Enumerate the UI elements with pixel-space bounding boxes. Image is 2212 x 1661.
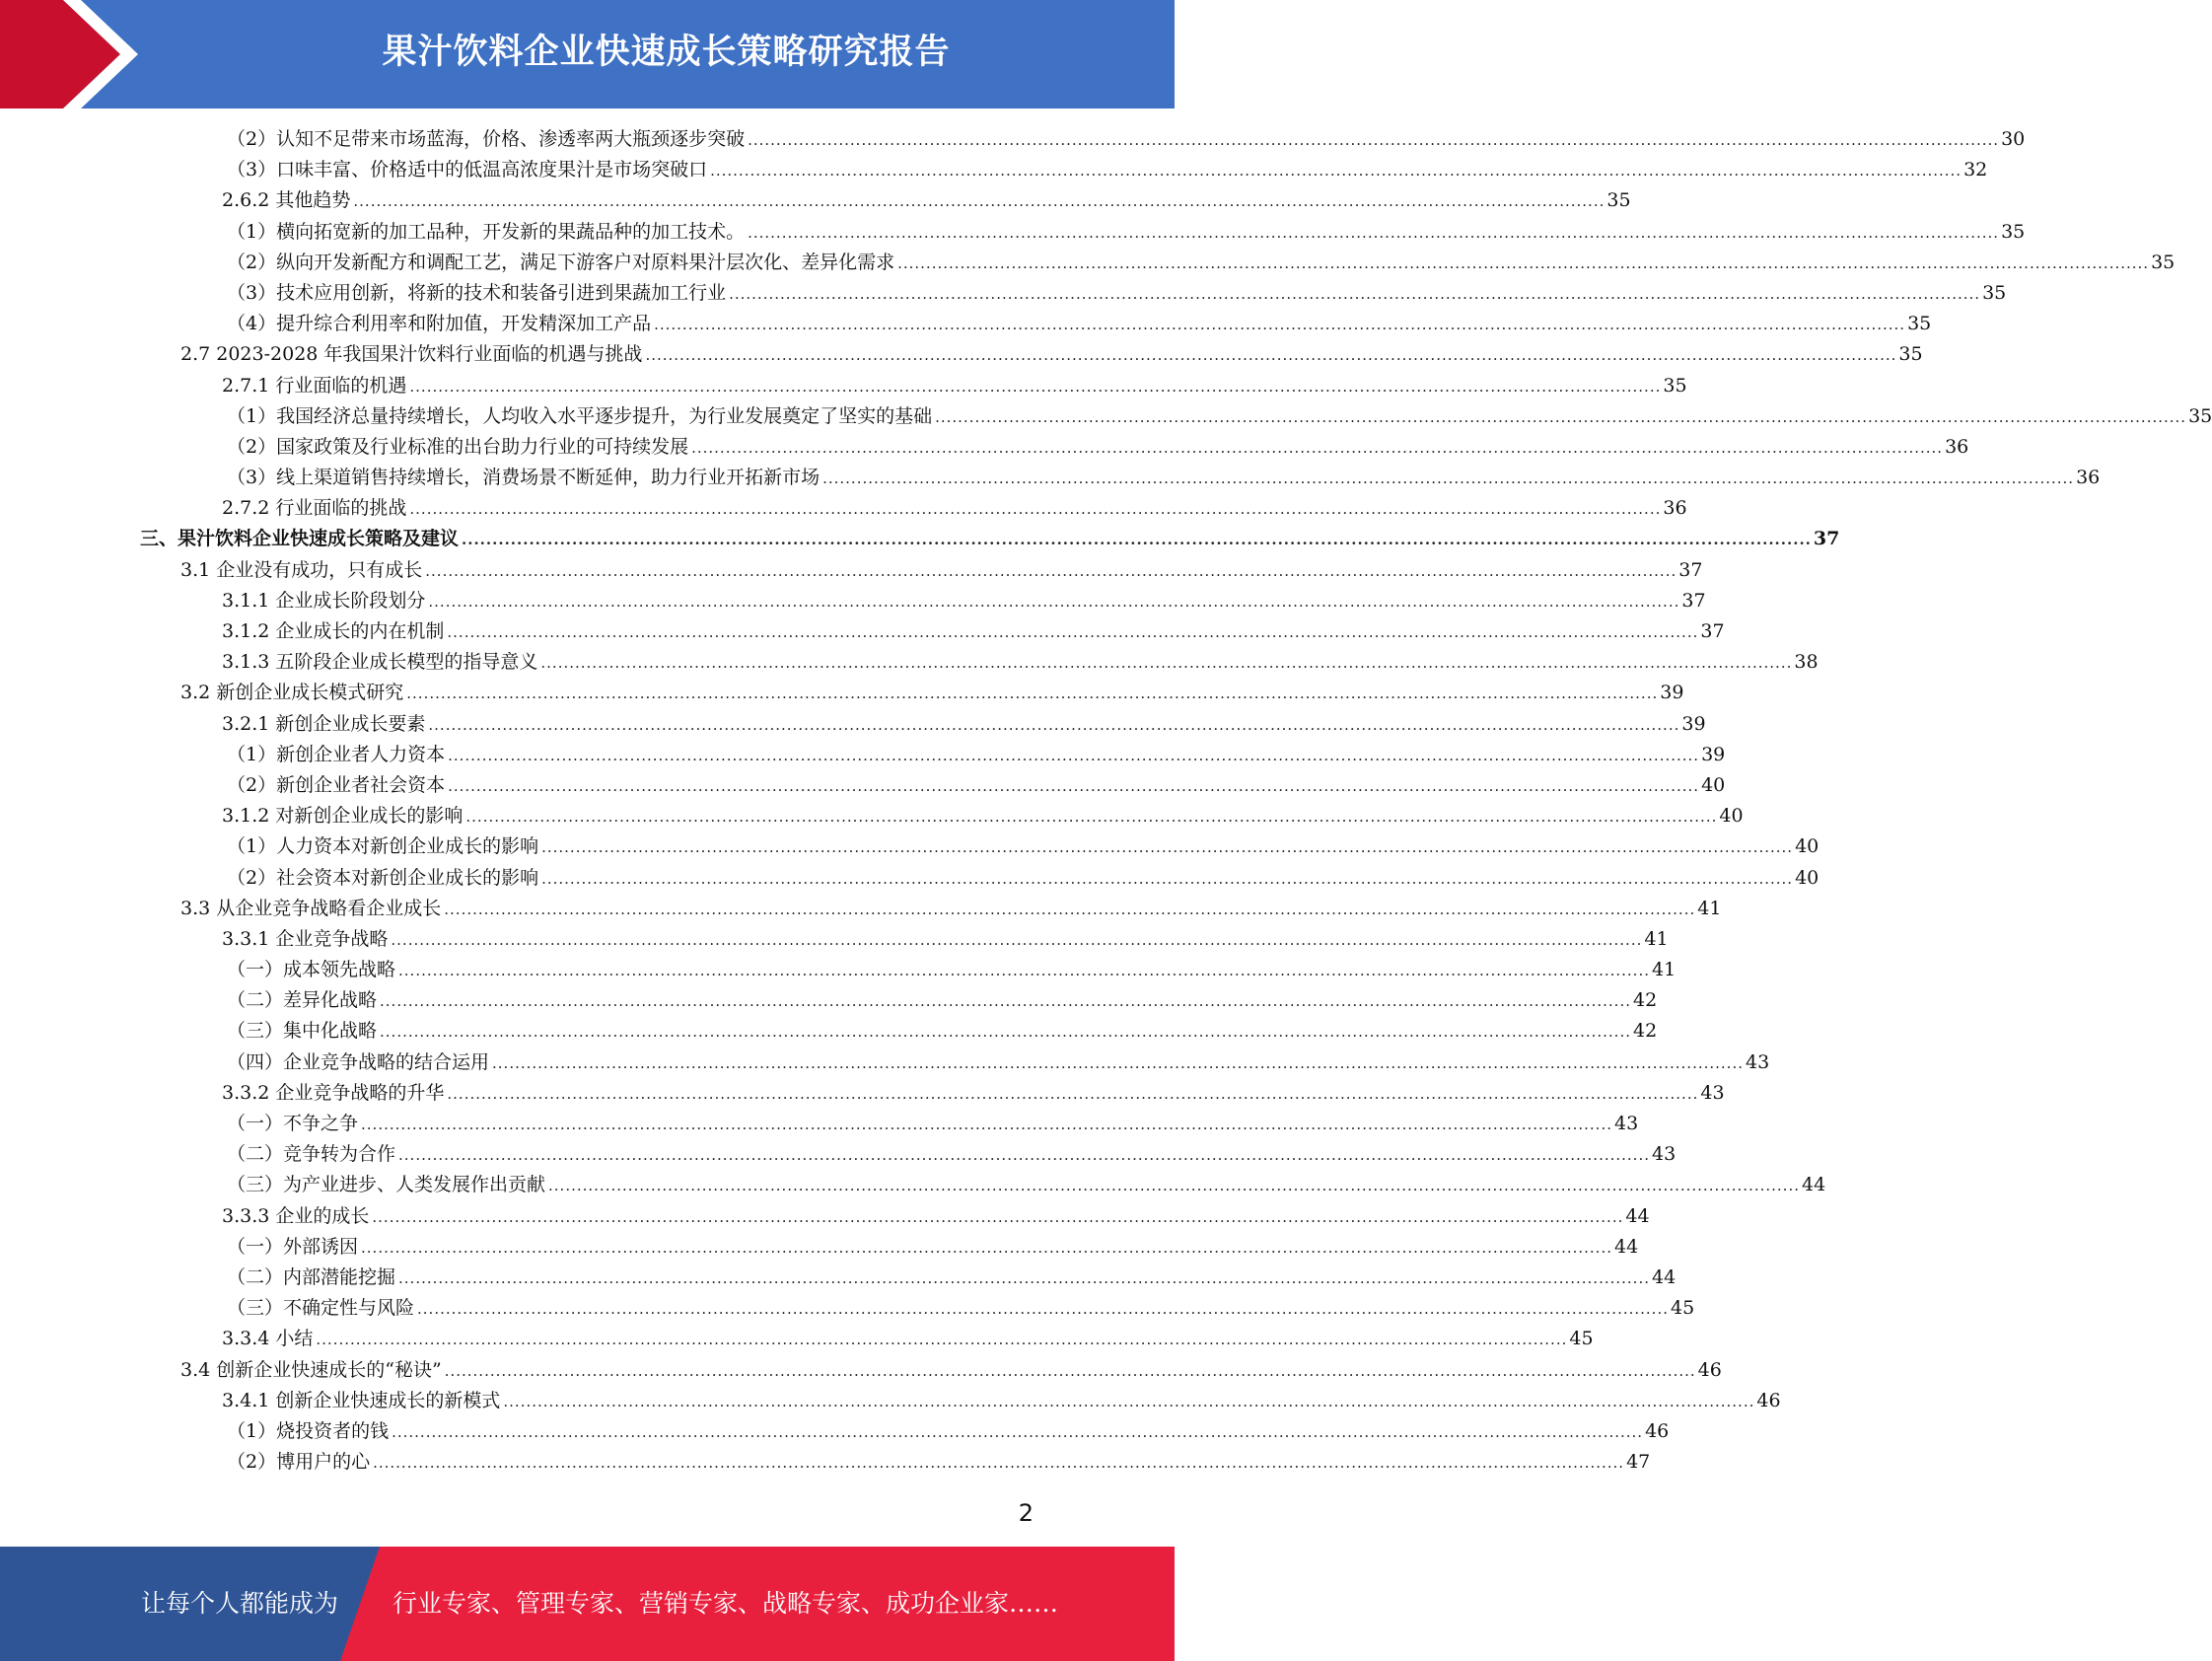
toc-entry[interactable] xyxy=(0,740,1726,770)
toc-entry-title: （一）成本领先战略 xyxy=(227,959,396,981)
toc-dot-leader: ............................................................................................................................................................................................................................ xyxy=(428,592,1680,611)
toc-entry-page: 43 xyxy=(1614,1113,1639,1134)
toc-entry-page: 35 xyxy=(2151,251,2176,273)
toc-entry-page: 44 xyxy=(1802,1174,1826,1196)
toc-entry-title: 三、果汁饮料企业快速成长策略及建议 xyxy=(140,528,460,550)
toc-entry-title: 3.2.1 新创企业成长要素 xyxy=(222,712,426,735)
toc-entry[interactable] xyxy=(0,955,1677,985)
toc-dot-leader: ............................................................................................................................................................................................................................ xyxy=(392,1422,1644,1441)
toc-dot-leader: ............................................................................................................................................................................................................................ xyxy=(380,992,1631,1011)
toc-entry-page: 35 xyxy=(1663,374,1687,397)
toc-entry-page: 46 xyxy=(1756,1389,1781,1411)
toc-entry-title: （4）提升综合利用率和附加值，开发精深加工产品 xyxy=(227,313,652,335)
toc-entry-page: 37 xyxy=(1700,620,1725,642)
toc-entry-title: （一）外部诱因 xyxy=(227,1235,359,1258)
toc-entry-title: 3.4 创新企业快速成长的“秘诀” xyxy=(180,1358,442,1381)
toc-entry[interactable] xyxy=(0,463,2101,493)
footer-slogan-left: 让每个人都能成为 xyxy=(141,1589,339,1618)
toc-entry[interactable] xyxy=(0,1109,1639,1139)
toc-entry[interactable] xyxy=(0,1355,1722,1386)
toc-entry-page: 41 xyxy=(1697,897,1722,919)
toc-dot-leader: ............................................................................................................................................................................................................................ xyxy=(748,131,2000,149)
toc-dot-leader: ............................................................................................................................................................................................................................ xyxy=(417,1300,1669,1319)
toc-entry-page: 35 xyxy=(1982,281,2007,304)
toc-entry[interactable] xyxy=(0,432,1969,463)
toc-entry[interactable] xyxy=(0,1078,1725,1109)
table-of-contents xyxy=(0,124,2212,1478)
toc-entry[interactable] xyxy=(0,1263,1677,1293)
toc-entry-page: 43 xyxy=(1652,1143,1677,1166)
toc-entry[interactable] xyxy=(0,1201,1650,1232)
toc-entry[interactable] xyxy=(0,1047,1770,1078)
toc-entry[interactable] xyxy=(0,863,1820,894)
toc-dot-leader: ............................................................................................................................................................................................................................ xyxy=(353,192,1605,211)
toc-entry-page: 38 xyxy=(1794,651,1819,674)
toc-entry-page: 36 xyxy=(2076,467,2101,489)
toc-entry[interactable] xyxy=(0,1016,1658,1047)
toc-entry-page: 35 xyxy=(1898,343,1923,366)
toc-entry-page: 39 xyxy=(1681,712,1706,735)
toc-dot-leader: ............................................................................................................................................................................................................................ xyxy=(447,1084,1699,1103)
toc-entry-title: （三）为产业进步、人类发展作出贡献 xyxy=(227,1174,546,1196)
toc-entry[interactable] xyxy=(0,647,1819,678)
toc-entry-title: （三）集中化战略 xyxy=(227,1020,378,1043)
toc-entry[interactable] xyxy=(0,924,1669,955)
toc-entry-title: （1）横向拓宽新的加工品种，开发新的果蔬品种的加工技术。 xyxy=(227,220,746,243)
toc-entry-title: （三）不确定性与风险 xyxy=(227,1297,415,1320)
page-number: 2 xyxy=(1018,1499,1034,1527)
toc-entry-page: 46 xyxy=(1645,1419,1670,1442)
toc-entry[interactable] xyxy=(0,1139,1677,1170)
toc-entry-title: （3）线上渠道销售持续增长，消费场景不断延伸，助力行业开拓新市场 xyxy=(227,467,821,489)
toc-entry[interactable] xyxy=(0,309,1932,339)
toc-dot-leader: ............................................................................................................................................................................................................................ xyxy=(409,377,1662,396)
toc-dot-leader: ............................................................................................................................................................................................................................ xyxy=(361,1116,1612,1133)
toc-entry-page: 36 xyxy=(1663,497,1687,520)
toc-dot-leader: ............................................................................................................................................................................................................................ xyxy=(822,469,2075,488)
page-header xyxy=(0,0,1175,108)
toc-dot-leader: ............................................................................................................................................................................................................................ xyxy=(448,746,1700,764)
toc-entry-title: （2）纵向开发新配方和调配工艺，满足下游客户对原料果汁层次化、差异化需求 xyxy=(227,251,895,273)
toc-entry-page: 35 xyxy=(1606,189,1631,212)
toc-entry[interactable] xyxy=(0,124,2026,155)
toc-dot-leader: ............................................................................................................................................................................................................................ xyxy=(541,838,1794,857)
toc-entry[interactable] xyxy=(0,1447,1651,1478)
toc-dot-leader: ............................................................................................................................................................................................................................ xyxy=(361,1238,1612,1257)
toc-entry-title: （1）烧投资者的钱 xyxy=(227,1419,390,1442)
toc-entry-page: 39 xyxy=(1660,682,1684,704)
toc-entry-title: （1）新创企业者人力资本 xyxy=(227,743,446,765)
toc-entry-title: 3.3.2 企业竞争战略的升华 xyxy=(222,1081,445,1104)
toc-entry-title: （二）内部潜能挖掘 xyxy=(227,1265,396,1288)
toc-entry-title: 2.7.2 行业面临的挑战 xyxy=(222,497,407,520)
toc-entry-title: 3.3 从企业竞争战略看企业成长 xyxy=(180,897,442,919)
toc-entry-title: 3.1.3 五阶段企业成长模型的指导意义 xyxy=(222,651,538,674)
toc-dot-leader: ............................................................................................................................................................................................................................ xyxy=(710,162,1962,181)
toc-dot-leader: ............................................................................................................................................................................................................................ xyxy=(729,284,1981,303)
toc-entry[interactable] xyxy=(0,894,1722,924)
toc-dot-leader: ............................................................................................................................................................................................................................ xyxy=(444,1361,1696,1380)
toc-entry-title: （2）社会资本对新创企业成长的影响 xyxy=(227,866,539,889)
toc-entry[interactable] xyxy=(0,185,1631,216)
toc-entry-page: 40 xyxy=(1795,835,1820,858)
toc-entry-title: （1）人力资本对新创企业成长的影响 xyxy=(227,835,539,858)
toc-entry[interactable] xyxy=(0,985,1658,1016)
toc-entry-page: 44 xyxy=(1614,1235,1639,1258)
toc-dot-leader: ............................................................................................................................................................................................................................ xyxy=(691,438,1944,457)
toc-entry-title: 2.6.2 其他趋势 xyxy=(222,189,351,212)
toc-entry[interactable] xyxy=(0,586,1706,616)
toc-dot-leader: ............................................................................................................................................................................................................................ xyxy=(503,1392,1755,1410)
footer-slogan-right: 行业专家、管理专家、营销专家、战略专家、成功企业家…… xyxy=(392,1589,1059,1618)
toc-entry-page: 41 xyxy=(1652,959,1677,981)
toc-entry[interactable] xyxy=(0,555,1703,586)
toc-entry-title: 3.1.2 对新创企业成长的影响 xyxy=(222,805,464,828)
toc-entry-page: 35 xyxy=(2001,220,2026,243)
toc-entry-page: 42 xyxy=(1633,1020,1658,1043)
toc-entry-title: 3.2 新创企业成长模式研究 xyxy=(180,682,404,704)
toc-entry[interactable] xyxy=(0,1386,1781,1416)
toc-entry-page: 46 xyxy=(1697,1358,1722,1381)
toc-dot-leader: ............................................................................................................................................................................................................................ xyxy=(373,1454,1625,1473)
toc-entry-page: 41 xyxy=(1644,927,1669,950)
toc-entry-page: 45 xyxy=(1569,1328,1594,1350)
toc-dot-leader: ............................................................................................................................................................................................................................ xyxy=(654,316,1906,334)
toc-entry-page: 35 xyxy=(2188,404,2212,427)
toc-dot-leader: ............................................................................................................................................................................................................................ xyxy=(645,346,1897,365)
toc-entry[interactable] xyxy=(0,1416,1670,1447)
toc-entry-page: 44 xyxy=(1652,1265,1677,1288)
toc-entry-page: 39 xyxy=(1701,743,1726,765)
toc-entry[interactable] xyxy=(0,770,1726,801)
toc-entry[interactable] xyxy=(0,1293,1695,1324)
toc-entry-page: 45 xyxy=(1671,1297,1695,1320)
toc-entry-page: 36 xyxy=(1945,435,1969,458)
toc-dot-leader: ............................................................................................................................................................................................................................ xyxy=(398,962,1650,980)
toc-entry-title: （一）不争之争 xyxy=(227,1113,359,1134)
toc-entry[interactable] xyxy=(0,155,1988,185)
toc-entry[interactable] xyxy=(0,1232,1639,1263)
report-title: 果汁饮料企业快速成长策略研究报告 xyxy=(382,33,951,72)
toc-dot-leader: ............................................................................................................................................................................................................................ xyxy=(492,1053,1744,1072)
toc-entry-page: 43 xyxy=(1700,1081,1725,1104)
toc-dot-leader: ............................................................................................................................................................................................................................ xyxy=(428,715,1680,734)
toc-entry-title: （2）博用户的心 xyxy=(227,1451,371,1474)
toc-entry-title: （1）我国经济总量持续增长，人均收入水平逐步提升，为行业发展奠定了坚实的基础 xyxy=(227,404,933,427)
toc-entry-title: （2）认知不足带来市场蓝海，价格、渗透率两大瓶颈逐步突破 xyxy=(227,128,746,150)
toc-entry-title: 3.1 企业没有成功，只有成长 xyxy=(180,558,423,581)
toc-dot-leader: ............................................................................................................................................................................................................................ xyxy=(447,623,1699,641)
toc-entry-title: 2.7.1 行业面临的机遇 xyxy=(222,374,407,397)
toc-entry[interactable] xyxy=(0,217,2026,248)
toc-entry[interactable] xyxy=(0,401,2212,432)
toc-dot-leader: ............................................................................................................................................................................................................................ xyxy=(372,1207,1624,1226)
toc-dot-leader: ............................................................................................................................................................................................................................ xyxy=(748,223,2000,242)
toc-dot-leader: ............................................................................................................................................................................................................................ xyxy=(316,1331,1568,1349)
toc-entry-page: 40 xyxy=(1701,773,1726,796)
page-footer xyxy=(0,1547,1175,1661)
toc-entry[interactable] xyxy=(0,278,2007,309)
toc-dot-leader: ............................................................................................................................................................................................................................ xyxy=(406,685,1659,703)
toc-entry-page: 37 xyxy=(1681,589,1706,612)
toc-dot-leader: ............................................................................................................................................................................................................................ xyxy=(398,1268,1650,1287)
toc-dot-leader: ............................................................................................................................................................................................................................ xyxy=(897,253,2150,272)
toc-entry-page: 32 xyxy=(1963,159,1988,181)
toc-entry-title: 2.7 2023-2028 年我国果汁饮料行业面临的机遇与挑战 xyxy=(180,343,643,366)
toc-dot-leader: ............................................................................................................................................................................................................................ xyxy=(448,776,1700,795)
toc-entry-title: （二）竞争转为合作 xyxy=(227,1143,396,1166)
toc-entry-title: 3.1.2 企业成长的内在机制 xyxy=(222,620,445,642)
toc-dot-leader: ............................................................................................................................................................................................................................ xyxy=(425,561,1677,580)
toc-entry[interactable] xyxy=(0,248,2176,278)
toc-entry[interactable] xyxy=(0,1170,1826,1200)
toc-entry-page: 44 xyxy=(1625,1204,1650,1227)
toc-dot-leader: ............................................................................................................................................................................................................................ xyxy=(444,900,1696,918)
toc-entry-title: 3.1.1 企业成长阶段划分 xyxy=(222,589,426,612)
toc-entry-page: 42 xyxy=(1633,989,1658,1012)
toc-entry[interactable] xyxy=(0,678,1684,708)
toc-entry-title: 3.3.3 企业的成长 xyxy=(222,1204,370,1227)
toc-entry-page: 37 xyxy=(1678,558,1703,581)
toc-entry-page: 30 xyxy=(2001,128,2026,150)
toc-dot-leader: ............................................................................................................................................................................................................................ xyxy=(391,930,1643,949)
toc-dot-leader: ............................................................................................................................................................................................................................ xyxy=(409,500,1662,519)
toc-dot-leader: ............................................................................................................................................................................................................................ xyxy=(380,1023,1631,1042)
toc-entry-page: 47 xyxy=(1626,1451,1651,1474)
toc-entry-page: 40 xyxy=(1719,805,1744,828)
toc-entry[interactable] xyxy=(0,339,1923,370)
toc-entry-page: 37 xyxy=(1813,528,1840,550)
toc-entry-title: 3.3.1 企业竞争战略 xyxy=(222,927,389,950)
toc-entry[interactable] xyxy=(0,524,1840,554)
toc-dot-leader: ............................................................................................................................................................................................................................ xyxy=(935,407,2187,426)
toc-entry-title: 3.3.4 小结 xyxy=(222,1328,314,1350)
toc-entry-title: （2）新创企业者社会资本 xyxy=(227,773,446,796)
toc-entry-title: （3）口味丰富、价格适中的低温高浓度果汁是市场突破口 xyxy=(227,159,708,181)
toc-entry-page: 43 xyxy=(1746,1050,1770,1073)
toc-entry-title: （二）差异化战略 xyxy=(227,989,378,1012)
toc-entry[interactable] xyxy=(0,831,1820,862)
toc-dot-leader: ............................................................................................................................................................................................................................ xyxy=(465,808,1718,827)
toc-dot-leader: ............................................................................................................................................................................................................................ xyxy=(540,654,1793,673)
toc-entry[interactable] xyxy=(0,801,1744,831)
toc-entry-page: 40 xyxy=(1795,866,1820,889)
toc-entry-title: （四）企业竞争战略的结合运用 xyxy=(227,1050,490,1073)
toc-entry-title: （2）国家政策及行业标准的出台助力行业的可持续发展 xyxy=(227,435,689,458)
toc-dot-leader: ............................................................................................................................................................................................................................ xyxy=(548,1177,1800,1195)
toc-entry-title: 3.4.1 创新企业快速成长的新模式 xyxy=(222,1389,501,1411)
toc-entry[interactable] xyxy=(0,493,1687,524)
toc-dot-leader: ............................................................................................................................................................................................................................ xyxy=(398,1146,1650,1165)
toc-dot-leader: ............................................................................................................................................................................................................................ xyxy=(541,869,1794,888)
toc-entry[interactable] xyxy=(0,371,1687,401)
toc-dot-leader: ............................................................................................................................................................................................................................ xyxy=(462,531,1812,549)
toc-entry[interactable] xyxy=(0,616,1725,647)
toc-entry[interactable] xyxy=(0,1324,1594,1354)
toc-entry-page: 35 xyxy=(1907,313,1932,335)
toc-entry[interactable] xyxy=(0,709,1706,740)
toc-entry-title: （3）技术应用创新，将新的技术和装备引进到果蔬加工行业 xyxy=(227,281,727,304)
